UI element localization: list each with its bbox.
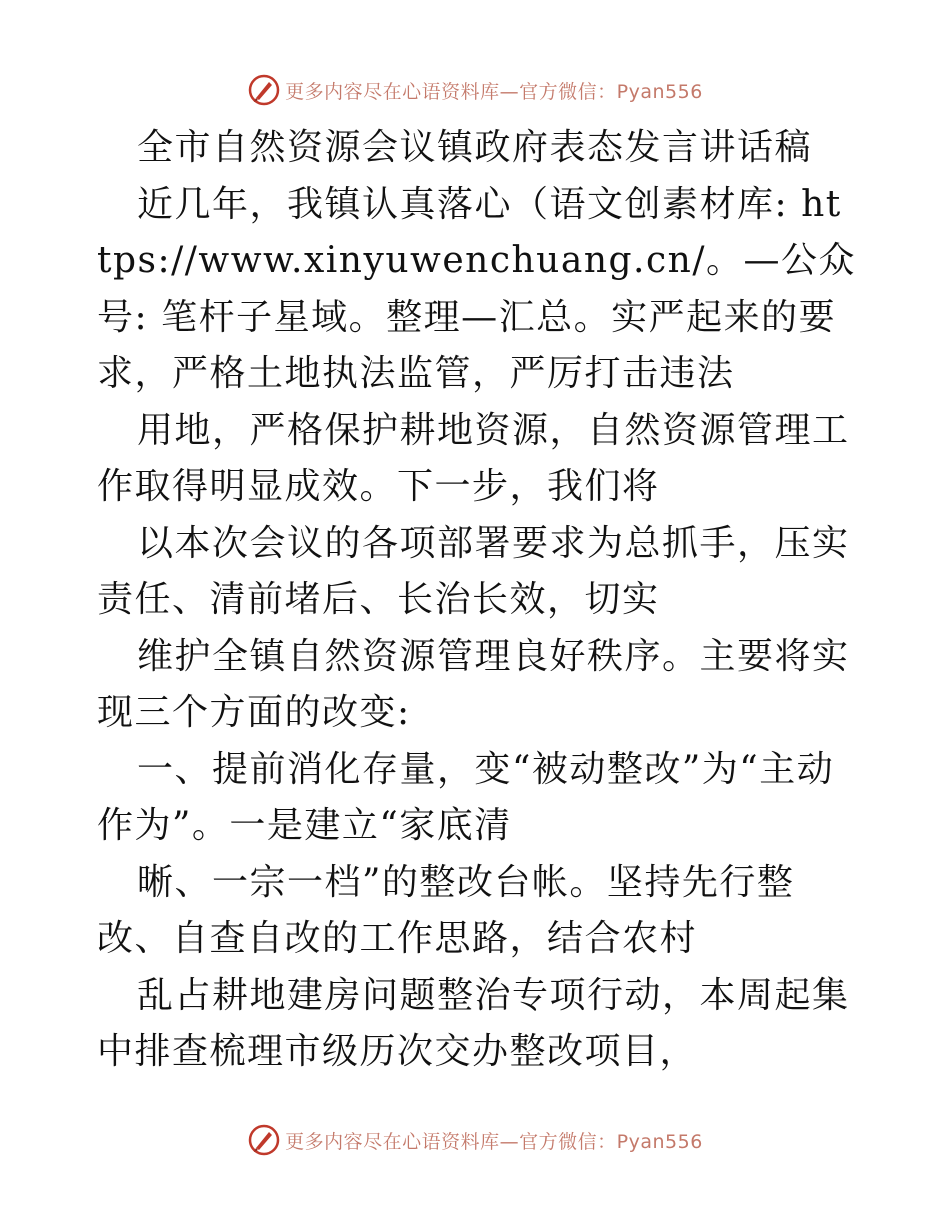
document-body xyxy=(97,120,857,1081)
header-watermark-text: 更多内容尽在心语资料库—官方微信：Pyan556 xyxy=(285,80,703,103)
quill-logo-icon xyxy=(247,73,281,107)
paragraph: 一、提前消化存量，变“被动整改”为“主动作为”。一是建立“家底清 xyxy=(97,748,835,846)
paragraph: 晰、一宗一档”的整改台帐。坚持先行整改、自查自改的工作思路，结合农村 xyxy=(97,861,795,959)
footer-watermark-banner xyxy=(0,1120,950,1160)
quill-logo-icon xyxy=(247,1123,281,1157)
header-watermark-banner xyxy=(0,70,950,110)
paragraph: 乱占耕地建房问题整治专项行动，本周起集中排查梳理市级历次交办整改项目， xyxy=(97,974,850,1072)
paragraph: 以本次会议的各项部署要求为总抓手，压实责任、清前堵后、长治长效，切实 xyxy=(97,522,850,620)
paragraph: 维护全镇自然资源管理良好秩序。主要将实现三个方面的改变: xyxy=(97,635,850,733)
document-title: 全市自然资源会议镇政府表态发言讲话稿 xyxy=(137,127,813,168)
footer-watermark-text: 更多内容尽在心语资料库—官方微信：Pyan556 xyxy=(285,1130,703,1153)
paragraph: 近几年，我镇认真落心（语文创素材库: https://www.xinyuwenchuang.cn/。—公众号: 笔杆子星域。整理—汇总。实严起来的要求，严格土地执法监管，严厉打击违法 xyxy=(97,183,856,394)
paragraph: 用地，严格保护耕地资源，自然资源管理工作取得明显成效。下一步，我们将 xyxy=(97,409,850,507)
